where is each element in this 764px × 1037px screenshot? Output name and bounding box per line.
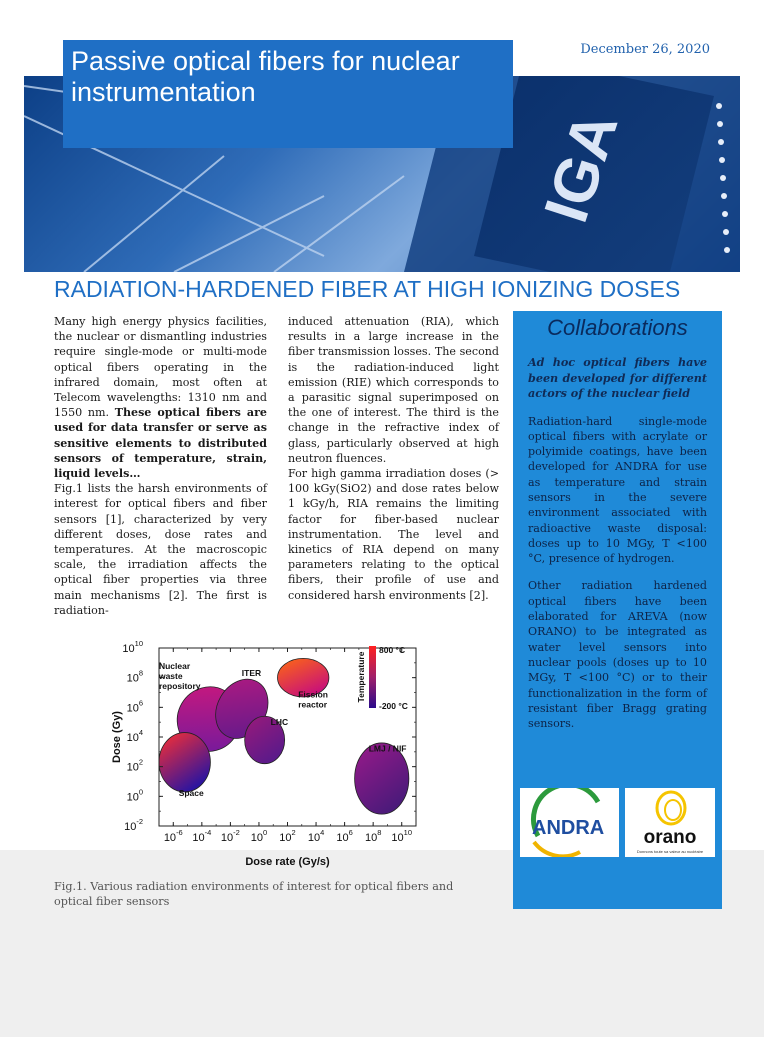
x-tick-label: $10^4$ bbox=[307, 828, 325, 844]
region-label: Nuclear waste repository bbox=[158, 661, 201, 692]
sidebar-paragraph: Other radiation hardened optical fibers have been elaborated for AREVA (now ORANO) to be integrated as water level sensors into nuclear pools (doses up to 10 MGy, T <100 °C) or to their functionalization in the form of resistant fiber Bragg grating sensors. bbox=[528, 579, 707, 731]
colorbar-max-label: 800 °C bbox=[379, 645, 406, 655]
colorbar bbox=[369, 646, 376, 708]
y-tick-label: $10^8$ bbox=[126, 668, 143, 685]
orano-logo-text: orano bbox=[643, 827, 697, 848]
colorbar-min-label: -200 °C bbox=[379, 701, 408, 711]
orano-tagline: Donnons toute sa valeur au nucléaire bbox=[636, 849, 704, 854]
region-label: LHC bbox=[270, 716, 289, 727]
section-title: RADIATION-HARDENED FIBER AT HIGH IONIZING DOSES bbox=[54, 276, 681, 302]
sidebar-title: Collaborations bbox=[547, 315, 688, 340]
publication-date: December 26, 2020 bbox=[580, 42, 710, 57]
y-tick-label: $10^6$ bbox=[126, 698, 143, 715]
body-paragraph: For high gamma irradiation doses (> 100 kGy(SiO2) and dose rates below 1 kGy/h, RIA remains the limiting factor for fiber-based nuclear instrumentation. The level and kinetics of RIA depend on many parameters relating to the optical fibers, their profile of use and considered harsh environments [2]. bbox=[288, 467, 499, 602]
y-tick-label: $10^{10}$ bbox=[122, 639, 143, 655]
body-paragraph: Fig.1 lists the harsh environments of interest for optical fibers and fiber sensors [1], characterized by very different doses, dose rates and temperatures. At the macroscopic scale, the irradiation affects the optical fiber properties via three main mechanisms [2]. The first is radiation- bbox=[54, 482, 267, 617]
colorbar-label: Temperature bbox=[356, 651, 366, 703]
y-tick-label: $10^4$ bbox=[126, 728, 143, 744]
body-bold-text: These optical fibers are used for data transfer or serve as sensitive elements to distributed sensors of temperature, strain, liquid levels… bbox=[54, 406, 267, 481]
y-axis-label: Dose (Gy) bbox=[111, 711, 123, 763]
body-text: Many high energy physics facilities, the nuclear or dismantling industries require single-mode or multi-mode optical fibers operating in the infrared domain, most often at Telecom wavelengths: 1310 nm and 1550 nm. bbox=[54, 315, 267, 420]
sidebar-paragraph: Radiation-hard single-mode optical fibers with acrylate or polyimide coatings, have been developed for ANDRA for use as temperature and strain sensors in the severe environment associated with radioactive waste disposal: doses up to 10 MGy, T <100 °C, presence of hydrogen. bbox=[528, 414, 707, 566]
x-tick-label: $10^{-2}$ bbox=[220, 828, 240, 844]
x-tick-label: $10^8$ bbox=[364, 828, 382, 844]
x-axis-label: Dose rate (Gy/s) bbox=[245, 856, 330, 868]
orano-logo bbox=[625, 788, 715, 857]
sidebar-lead: Ad hoc optical fibers have been developed for different actors of the nuclear field bbox=[528, 355, 707, 400]
x-tick-label: $10^0$ bbox=[250, 828, 268, 844]
x-tick-label: $10^2$ bbox=[279, 828, 296, 844]
body-column-2 bbox=[288, 314, 499, 603]
y-tick-label: $10^0$ bbox=[126, 787, 143, 804]
figure-caption: Fig.1. Various radiation environments of interest for optical fibers and optical fiber sensors bbox=[54, 880, 454, 908]
radiation-environments-chart bbox=[104, 634, 444, 870]
svg-text:IGA: IGA bbox=[531, 104, 632, 231]
region-label: Fission reactor bbox=[298, 689, 328, 710]
title-box bbox=[63, 40, 513, 148]
body-paragraph: induced attenuation (RIA), which results in a large increase in the fiber transmission losses. The second is the radiation-induced light emission (RIE) which corresponds to a parasitic signal superimposed on the one of interest. The third is the change in the refractive index of glass, particularly observed at high neutron fluences. bbox=[288, 315, 499, 465]
region-label: ITER bbox=[241, 667, 262, 678]
x-tick-label: $10^{-4}$ bbox=[192, 828, 212, 844]
andra-logo bbox=[520, 788, 619, 857]
x-tick-label: $10^6$ bbox=[336, 828, 353, 844]
y-tick-label: $10^{-2}$ bbox=[124, 817, 143, 833]
y-tick-label: $10^2$ bbox=[126, 757, 143, 774]
x-tick-label: $10^{-6}$ bbox=[163, 828, 183, 844]
region-label: Space bbox=[178, 788, 204, 799]
region-lmj-nif bbox=[355, 743, 409, 814]
andra-logo-text: ANDRA bbox=[532, 817, 605, 839]
x-tick-label: $10^{10}$ bbox=[391, 828, 413, 844]
page-title: Passive optical fibers for nuclear instrumentation bbox=[71, 46, 460, 107]
body-column-1 bbox=[54, 314, 267, 618]
region-label: LMJ / NIF bbox=[368, 743, 407, 754]
body-paragraph bbox=[54, 314, 267, 481]
region-space bbox=[159, 733, 210, 792]
